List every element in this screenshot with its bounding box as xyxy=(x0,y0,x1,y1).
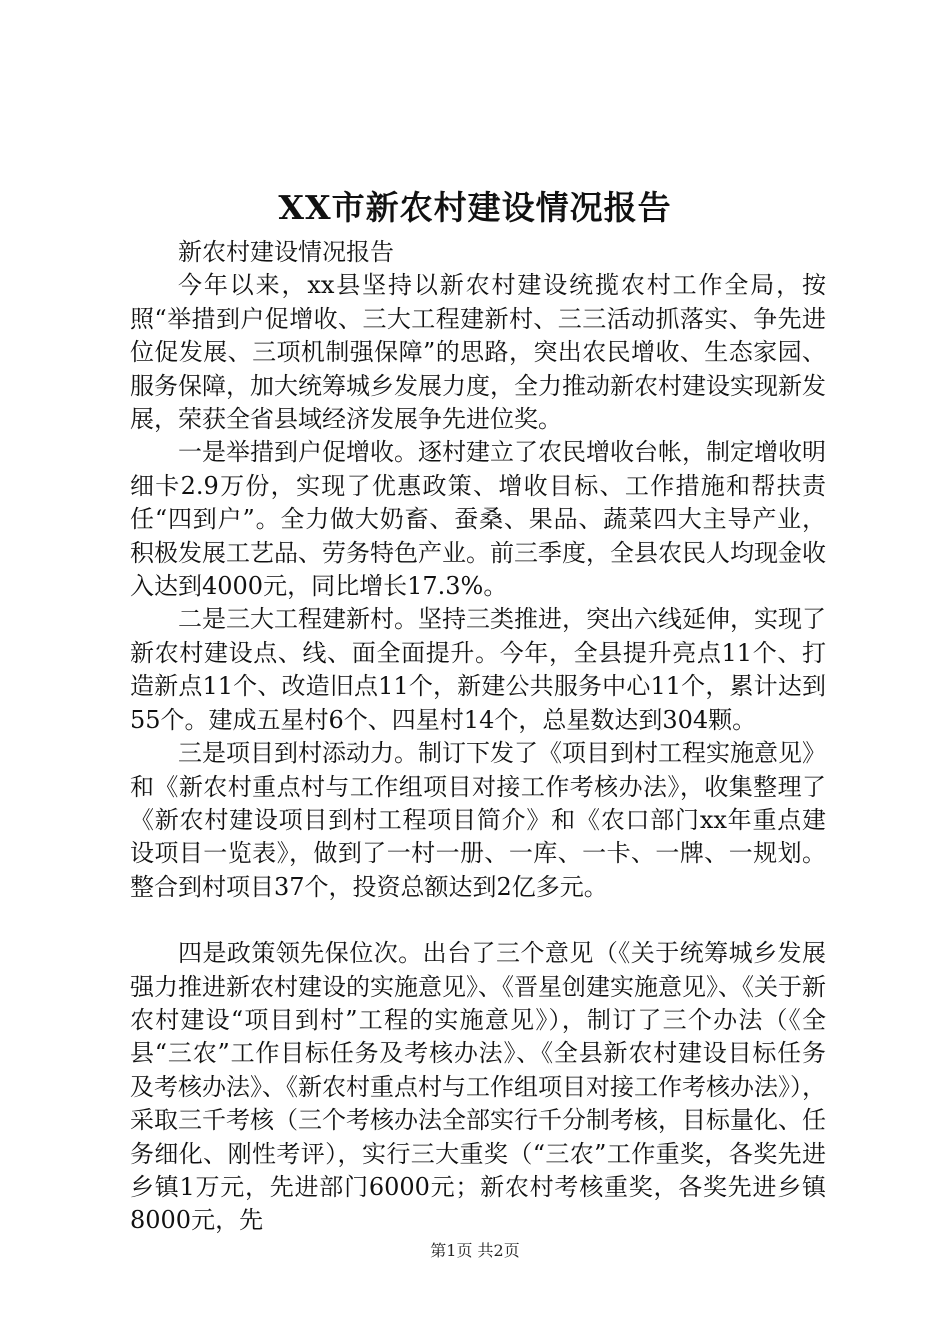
document-body xyxy=(130,236,826,1238)
paragraph-one: 一是举措到户促增收。逐村建立了农民增收台帐，制定增收明细卡2.9万份，实现了优惠政策、增收目标、工作措施和帮扶责任“四到户”。全力做大奶畜、蚕桑、果品、蔬菜四大主导产业，积极发展工艺品、劳务特色产业。前三季度，全县农民人均现金收入达到4000元，同比增长17.3%。 xyxy=(130,438,826,601)
document-subtitle: 新农村建设情况报告 xyxy=(178,238,394,266)
page-footer: 第1页 共2页 xyxy=(430,1241,520,1260)
paragraph-two: 二是三大工程建新村。坚持三类推进，突出六线延伸，实现了新农村建设点、线、面全面提升。今年，全县提升亮点11个、打造新点11个、改造旧点11个，新建公共服务中心11个，累计达到55个。建成五星村6个、四星村14个，总星数达到304颗。 xyxy=(130,605,826,734)
document-title: XX市新农村建设情况报告 xyxy=(278,188,672,227)
paragraph-four: 四是政策领先保位次。出台了三个意见（《关于统筹城乡发展强力推进新农村建设的实施意见》、《晋星创建实施意见》、《关于新农村建设“项目到村”工程的实施意见》），制订了三个办法（《全县“三农”工作目标任务及考核办法》、《全县新农村建设目标任务及考核办法》、《新农村重点村与工作组项目对接工作考核办法》），采取三千考核（三个考核办法全部实行千分制考核，目标量化、任务细化、刚性考评），实行三大重奖（“三农”工作重奖，各奖先进乡镇1万元，先进部门6000元；新农村考核重奖，各奖先进乡镇8000元，先 xyxy=(130,939,826,1235)
paragraph-three: 三是项目到村添动力。制订下发了《项目到村工程实施意见》和《新农村重点村与工作组项目对接工作考核办法》，收集整理了《新农村建设项目到村工程项目简介》和《农口部门xx年重点建设项目一览表》，做到了一村一册、一库、一卡、一牌、一规划。整合到村项目37个，投资总额达到2亿多元。 xyxy=(130,739,826,901)
paragraph-intro: 今年以来，xx县坚持以新农村建设统揽农村工作全局，按照“举措到户促增收、三大工程建新村、三三活动抓落实、争先进位促发展、三项机制强保障”的思路，突出农民增收、生态家园、服务保障，加大统筹城乡发展力度，全力推动新农村建设实现新发展，荣获全省县域经济发展争先进位奖。 xyxy=(130,271,826,434)
paragraph-spacer xyxy=(130,904,826,937)
